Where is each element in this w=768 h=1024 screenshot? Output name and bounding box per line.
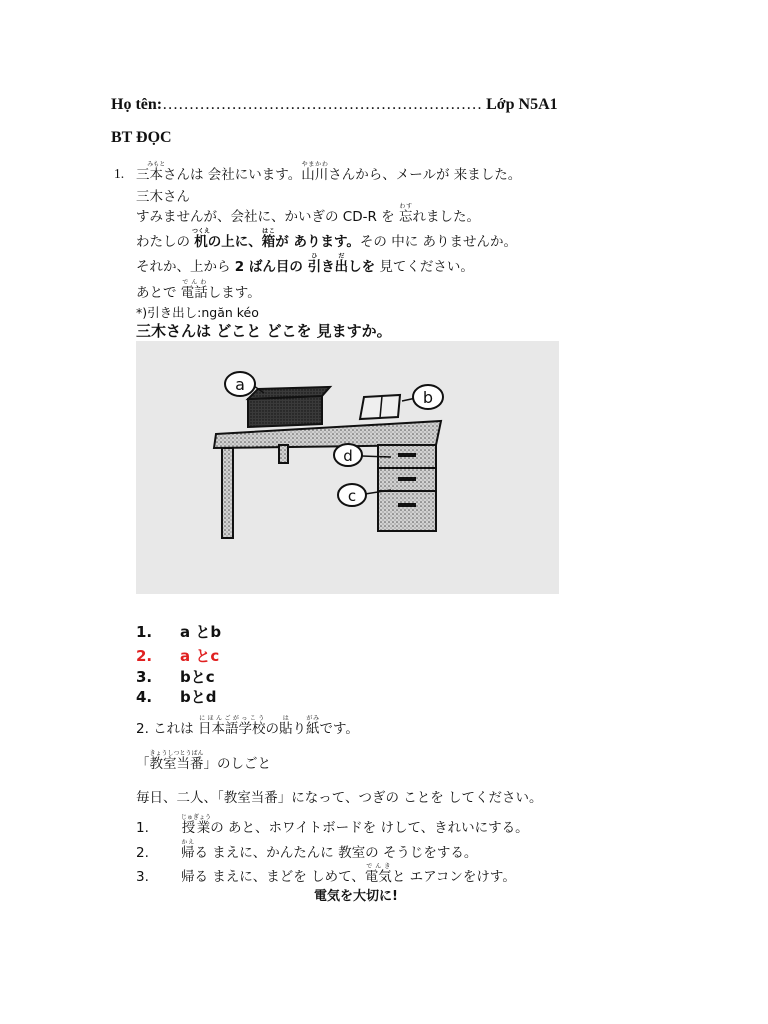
ruby-word: 本みもと <box>147 161 166 183</box>
slogan: 電気を大切に! <box>314 889 398 904</box>
notice-instruction: 毎日、二人、「教室当番」になって、つぎの ことを してください。 <box>136 790 543 806</box>
ruby-word: 忘わす <box>398 203 413 225</box>
figure-label-b: b <box>422 388 434 407</box>
q1-line-5: それか、上から 2 ばん目の 引ひき出だしを 見てください。 <box>136 253 474 275</box>
q2-intro: 2. これは 日本語学校にほんごがっこうの貼はり紙がみです。 <box>136 715 359 737</box>
q1-line-3: すみませんが、会社に、かいぎの CD-R を 忘わすれました。 <box>136 203 480 225</box>
notice-item-1: 1. 授業じゅぎょうの あと、ホワイトボードを けして、きれいにする。 <box>136 814 529 836</box>
q1-line-2: 三木さん <box>136 189 190 205</box>
q1-line-1: 三本みもとさんは 会社にいます。山川やまかわさんから、メールが 来ました。 <box>136 161 522 183</box>
ruby-word: 貼は <box>278 715 293 737</box>
option-4: 4. bとd <box>136 688 217 706</box>
name-label: Họ tên: <box>111 96 163 113</box>
desk-illustration <box>136 341 559 594</box>
name-dots: …………………………………………………… <box>162 96 483 113</box>
q1-question: 三木さんは どこと どこを 見ますか。 <box>136 322 392 340</box>
q1-number: 1. <box>114 166 125 181</box>
drawer-handle <box>398 477 416 481</box>
ruby-word: 箱はこ <box>261 228 276 250</box>
drawer-handle <box>398 503 416 507</box>
notice-item-2: 2. 帰かえる まえに、かんたんに 教室の そうじをする。 <box>136 839 478 861</box>
ruby-word: 机つくえ <box>192 228 211 250</box>
option-1: 1. a とb <box>136 623 222 641</box>
desk-leg <box>222 448 233 538</box>
class-label: Lớp N5A1 <box>486 96 558 113</box>
q1-line-6: あとで 電話でんわします。 <box>136 279 261 301</box>
notice-title: 「教室当番きょうしつとうばん」のしごと <box>136 750 272 772</box>
option-3: 3. bとc <box>136 668 215 686</box>
ruby-word: 引ひ <box>307 253 322 275</box>
vocab-note: *)引き出し:ngăn kéo <box>136 305 259 320</box>
ruby-word: 授業じゅぎょう <box>181 814 212 836</box>
ruby-word: 日本語学校にほんごがっこう <box>197 715 266 737</box>
ruby-word: 山川やまかわ <box>301 161 329 183</box>
header-line <box>111 96 558 114</box>
q1-line-4: わたしの 机つくえの上に、箱はこが あります。その 中に ありませんか。 <box>136 228 518 250</box>
section-title: BT ĐỌC <box>111 129 172 146</box>
drawer-unit <box>378 445 436 531</box>
notice-item-3: 3. 帰る まえに、まどを しめて、電気でんきと エアコンをけす。 <box>136 863 516 885</box>
ruby-word: 電話でんわ <box>180 279 208 301</box>
desk-figure <box>136 341 559 594</box>
figure-label-a: a <box>235 375 245 394</box>
ruby-word: 電気でんき <box>364 863 392 885</box>
figure-label-c: c <box>347 487 357 505</box>
ruby-word: 帰かえ <box>181 839 195 861</box>
option-2: 2. a とc <box>136 647 220 665</box>
box-on-desk <box>248 396 322 427</box>
figure-label-d: d <box>343 447 353 465</box>
ruby-word: 出だ <box>334 253 349 275</box>
drawer-handle <box>398 453 416 457</box>
desk-leg-back <box>279 445 288 463</box>
ruby-word: 教室当番きょうしつとうばん <box>149 750 204 772</box>
ruby-word: 紙がみ <box>305 715 320 737</box>
